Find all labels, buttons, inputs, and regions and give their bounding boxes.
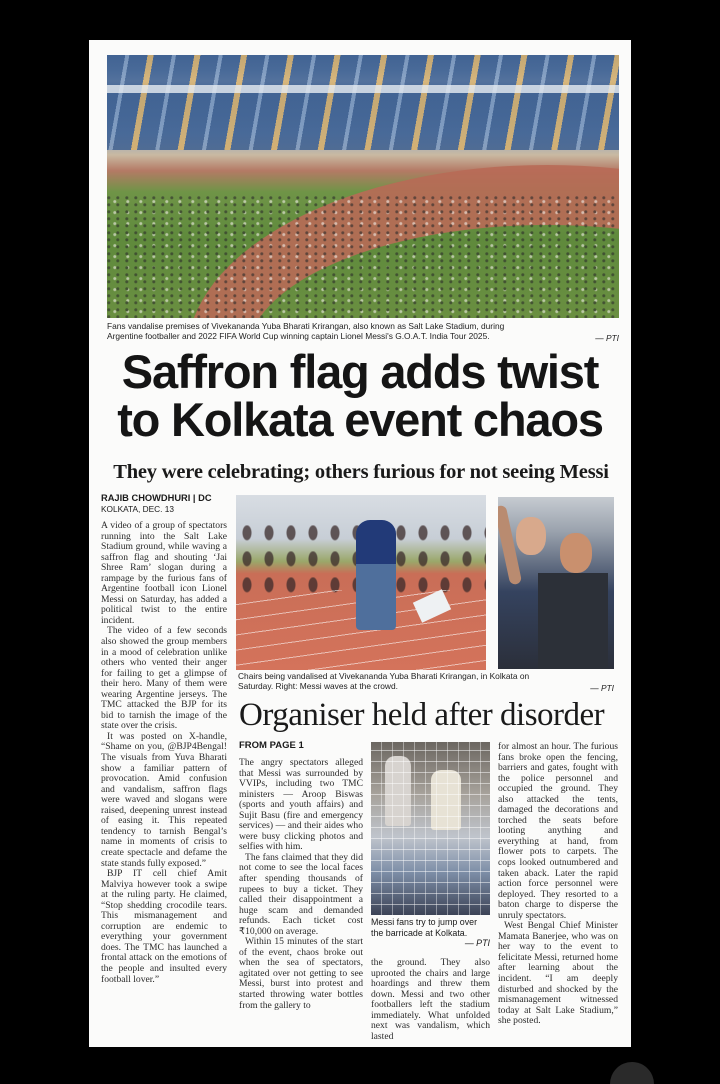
- story2-paragraph: West Bengal Chief Minister Mamata Banerjee, who was on her way to the event to felicitate Messi, returned home after learning about the incident. “I am deeply disturbed and shocked by the mismanagement witnessed today at Salt Lake Stadium,” she posted.: [498, 920, 618, 1027]
- caption-line-1: Fans vandalise premises of Vivekananda Yuba Bharati Krirangan, also known as Salt Lake Stadium, during: [107, 321, 505, 331]
- barricade-fence: [371, 742, 490, 915]
- story1-paragraph: The video of a few seconds also showed the group members in a mood of celebration unlike others who vented their anger for failing to get a glimpse of their hero. Many of them were wearing Argentine jerseys. The TMC attacked the BJP for its bid to tarnish the image of the state over the crisis.: [101, 625, 227, 732]
- messi-waving-photo: [498, 497, 614, 669]
- small-photo-caption: [371, 917, 490, 949]
- story2-paragraph: for almost an hour. The furious fans broke open the fencing, barriers and gates, fought with the police personnel and occupied the ground. They also attacked the tents, damaged the decorations and torched the seats before looting anything and everything at hand, from flower pots to carpets. The cops looked outnumbered and taken aback. Later the rapid action force personnel were deployed. They resorted to a baton charge to disperse the unruly spectators.: [498, 741, 618, 921]
- story2-column-3: [498, 742, 618, 1027]
- messi-shirt: [538, 573, 608, 669]
- story1-paragraph: A video of a group of spectators running into the Salt Lake Stadium ground, while waving a saffron flag and shouting ‘Jai Shree Ram’ slogan during a rampage by the furious fans of Argentine football icon Lionel Messi on Saturday, has added a political twist to the entire incident.: [101, 520, 227, 626]
- story2-paragraph: Within 15 minutes of the start of the event, chaos broke out when the sea of spectators, agitated over not getting to see Messi, burst into protest and started throwing water bottles from the gallery to: [239, 936, 363, 1011]
- byline: RAJIB CHOWDHURI | DC: [101, 493, 212, 503]
- stadium-roofline: [107, 85, 619, 93]
- caption-line-2: Argentine footballer and 2022 FIFA World Cup winning captain Lionel Messi's G.O.A.T. India Tour 2025.: [107, 331, 490, 341]
- sub-headline: They were celebrating; others furious for not seeing Messi: [113, 461, 609, 483]
- story1-paragraph: BJP IT cell chief Amit Malviya however took a swipe at the ruling party. He claimed, “Stop shedding crocodile tears. This mismanagement and corruption are endemic to everything your government does. The TMC has launched a frontal attack on the emotions of the people and insulted every football lover.”: [101, 868, 227, 985]
- story2-paragraph: The angry spectators alleged that Messi was surrounded by VVIPs, including two TMC ministers — Aroop Biswas (sports and youth affairs) and Sujit Basu (fire and emergency services) — and their aides who were busy clicking photos and selfies with him.: [239, 757, 363, 853]
- story1-paragraph: It was posted on X-handle, “Shame on you, @BJP4Bengal! The visuals from Yuva Bharati show a familiar pattern of provocation. Amid confusion and vandalism, saffron flags were waved and slogans were raised, deepening unrest instead of easing it. This repeated tendency to tarnish Bengal’s name in moments of crisis to create spectacle and defame the state stands fully exposed.”: [101, 730, 227, 869]
- stadium-stands: [107, 55, 619, 150]
- photo-credit: — PTI: [590, 683, 614, 693]
- story2-headline: Organiser held after disorder: [239, 697, 605, 733]
- mid-photo-caption: [238, 671, 614, 693]
- story2-column-2: [371, 958, 490, 1042]
- story1-column: [101, 521, 227, 985]
- newspaper-clipping: [89, 40, 631, 1047]
- headline-line-1: Saffron flag adds twist: [121, 345, 599, 398]
- stadium-vandalism-photo: [107, 55, 619, 318]
- crowd-on-field: [107, 195, 619, 318]
- caption-text: Messi fans try to jump over the barricade at Kolkata.: [371, 917, 478, 938]
- top-photo-caption: [107, 321, 619, 343]
- story2-paragraph: The fans claimed that they did not come to see the local faces after spending thousands of rupees to buy a ticket. They called their disappointment a huge scam and demanded refunds. Each ticket cost ₹10,000 on average.: [239, 851, 363, 937]
- main-headline: [89, 345, 631, 446]
- from-page-kicker: FROM PAGE 1: [239, 740, 304, 751]
- barricade-jump-photo: [371, 742, 490, 915]
- story2-paragraph: the ground. They also uprooted the chairs and large hoardings and threw them down. Messi and two other footballers left the stadium immediately. What unfolded next was vandalism, which lasted: [371, 957, 490, 1042]
- messi-face: [560, 533, 592, 573]
- fan-figure: [356, 520, 396, 630]
- dateline: KOLKATA, DEC. 13: [101, 504, 175, 514]
- story2-column-1: [239, 758, 363, 1011]
- chairs-vandalised-photo: [236, 495, 486, 670]
- home-indicator: [610, 1062, 654, 1084]
- photo-credit: — PTI: [464, 938, 490, 949]
- photo-credit: — PTI: [595, 333, 619, 343]
- caption-line-1: Chairs being vandalised at Vivekananda Yuba Bharati Krirangan, in Kolkata on: [238, 671, 530, 681]
- person-face: [516, 517, 546, 555]
- headline-line-2: to Kolkata event chaos: [117, 393, 603, 446]
- caption-line-2: Saturday. Right: Messi waves at the crowd.: [238, 681, 398, 691]
